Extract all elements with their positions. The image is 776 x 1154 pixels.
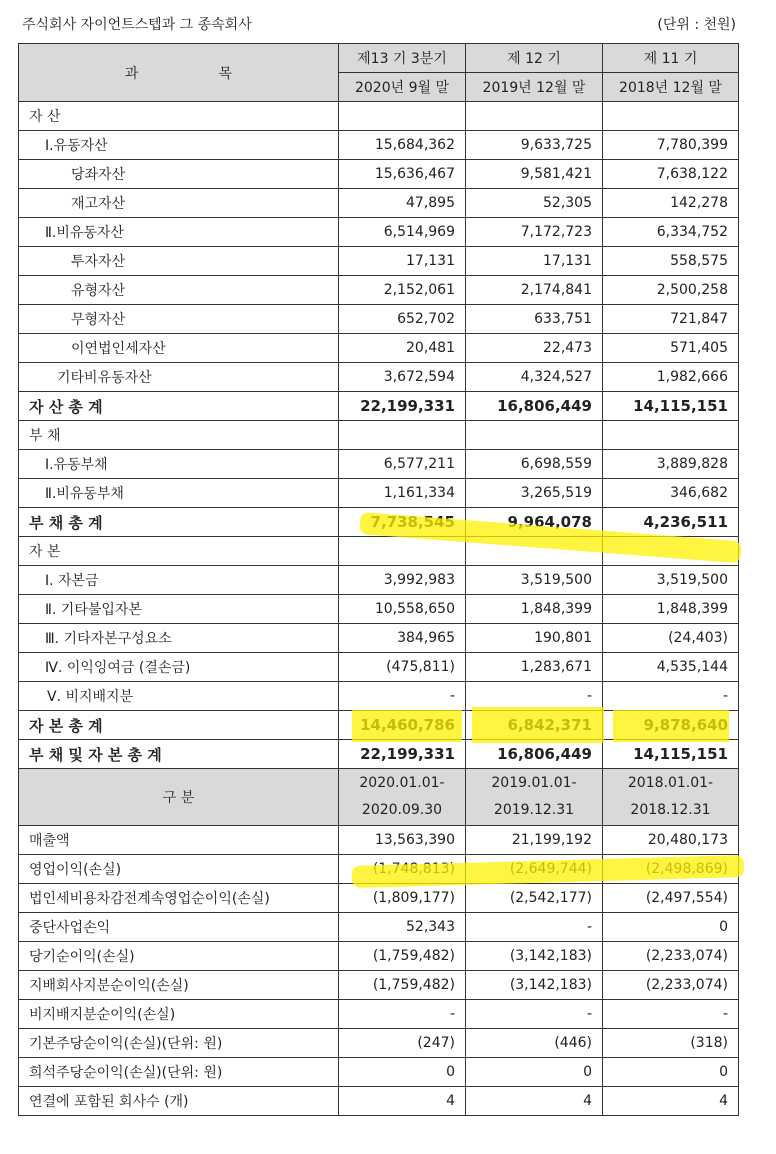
value-cell: 3,992,983 xyxy=(339,566,466,595)
row-label: Ⅳ. 이익잉여금 (결손금) xyxy=(19,653,339,682)
income-period-cell xyxy=(603,769,739,826)
income-period-cell xyxy=(339,769,466,826)
table-row xyxy=(19,942,739,971)
value-cell: 6,514,969 xyxy=(339,218,466,247)
value-cell xyxy=(339,537,466,566)
income-header-row xyxy=(19,769,739,826)
period-end: 2020.09.30 xyxy=(361,802,443,818)
row-label: Ⅱ. 기타불입자본 xyxy=(19,595,339,624)
row-label: 연결에 포함된 회사수 (개) xyxy=(19,1087,339,1116)
table-row xyxy=(19,1087,739,1116)
row-label: Ⅱ.비유동자산 xyxy=(19,218,339,247)
value-cell: 7,638,122 xyxy=(603,160,739,189)
value-cell: 1,161,334 xyxy=(339,479,466,508)
value-cell: 6,334,752 xyxy=(603,218,739,247)
value-cell: - xyxy=(339,682,466,711)
row-label: 중단사업손익 xyxy=(19,913,339,942)
income-subject-header: 구 분 xyxy=(19,769,339,826)
value-cell: 4,535,144 xyxy=(603,653,739,682)
income-period-cell xyxy=(466,769,603,826)
value-cell: 20,480,173 xyxy=(603,826,739,855)
value-cell: 1,848,399 xyxy=(603,595,739,624)
value-cell: 6,577,211 xyxy=(339,450,466,479)
table-row xyxy=(19,450,739,479)
value-cell xyxy=(466,102,603,131)
table-row xyxy=(19,971,739,1000)
row-label: 무형자산 xyxy=(19,305,339,334)
value-cell: 1,283,671 xyxy=(466,653,603,682)
table-row xyxy=(19,1058,739,1087)
value-cell: 13,563,390 xyxy=(339,826,466,855)
row-label: Ⅲ. 기타자본구성요소 xyxy=(19,624,339,653)
unit-label: (단위 : 천원) xyxy=(657,17,736,33)
value-cell: 4,236,511 xyxy=(603,508,739,537)
row-label: 당기순이익(손실) xyxy=(19,942,339,971)
row-label: 자 본 총 계 xyxy=(19,711,339,740)
value-cell: (1,809,177) xyxy=(339,884,466,913)
value-cell: 22,199,331 xyxy=(339,392,466,421)
company-title: 주식회사 자이언트스텝과 그 종속회사 xyxy=(22,17,252,33)
value-cell: (3,142,183) xyxy=(466,971,603,1000)
value-cell: (3,142,183) xyxy=(466,942,603,971)
value-cell: 558,575 xyxy=(603,247,739,276)
row-label: 법인세비용차감전계속영업순이익(손실) xyxy=(19,884,339,913)
period-start: 2018.01.01- xyxy=(627,775,714,791)
value-cell: 3,265,519 xyxy=(466,479,603,508)
row-label: 자 본 xyxy=(19,537,339,566)
value-cell xyxy=(603,102,739,131)
value-cell: 20,481 xyxy=(339,334,466,363)
value-cell: 14,115,151 xyxy=(603,392,739,421)
table-row xyxy=(19,624,739,653)
row-label: Ⅱ.비유동부채 xyxy=(19,479,339,508)
row-label: 비지배지분순이익(손실) xyxy=(19,1000,339,1029)
row-label: Ⅴ. 비지배지분 xyxy=(19,682,339,711)
value-cell: 14,115,151 xyxy=(603,740,739,769)
highlight-equity-total-3 xyxy=(613,710,729,742)
period-start: 2020.01.01- xyxy=(359,775,445,791)
row-label: 기본주당순이익(손실)(단위: 원) xyxy=(19,1029,339,1058)
value-cell xyxy=(339,102,466,131)
table-row xyxy=(19,131,739,160)
value-cell: 1,848,399 xyxy=(466,595,603,624)
value-cell: 384,965 xyxy=(339,624,466,653)
value-cell: 52,343 xyxy=(339,913,466,942)
value-cell: 3,519,500 xyxy=(466,566,603,595)
value-cell: 17,131 xyxy=(339,247,466,276)
value-cell: 0 xyxy=(603,913,739,942)
table-row xyxy=(19,334,739,363)
period-start: 2019.01.01- xyxy=(491,775,577,791)
value-cell: 721,847 xyxy=(603,305,739,334)
table-row xyxy=(19,595,739,624)
value-cell: 22,473 xyxy=(466,334,603,363)
value-cell: 2,500,258 xyxy=(603,276,739,305)
period-end: 2019.12.31 xyxy=(493,802,575,818)
row-label: 유형자산 xyxy=(19,276,339,305)
period-header: 제 11 기 xyxy=(603,44,739,73)
subject-header: 과 목 xyxy=(19,44,339,102)
table-row xyxy=(19,826,739,855)
row-label: 영업이익(손실) xyxy=(19,855,339,884)
value-cell: 0 xyxy=(339,1058,466,1087)
table-row xyxy=(19,421,739,450)
table-row xyxy=(19,247,739,276)
table-row xyxy=(19,884,739,913)
value-cell: 2,152,061 xyxy=(339,276,466,305)
value-cell: 16,806,449 xyxy=(466,740,603,769)
value-cell: 346,682 xyxy=(603,479,739,508)
table-row xyxy=(19,913,739,942)
value-cell: - xyxy=(339,1000,466,1029)
value-cell: (2,542,177) xyxy=(466,884,603,913)
highlight-equity-total-2 xyxy=(472,707,604,743)
table-row xyxy=(19,566,739,595)
value-cell: 4 xyxy=(339,1087,466,1116)
table-row xyxy=(19,218,739,247)
table-row xyxy=(19,102,739,131)
value-cell: 16,806,449 xyxy=(466,392,603,421)
date-header: 2020년 9월 말 xyxy=(339,73,466,102)
row-label: 부 채 xyxy=(19,421,339,450)
table-row xyxy=(19,740,739,769)
table-row xyxy=(19,363,739,392)
value-cell: 571,405 xyxy=(603,334,739,363)
value-cell: 652,702 xyxy=(339,305,466,334)
value-cell: 2,174,841 xyxy=(466,276,603,305)
period-header: 제13 기 3분기 xyxy=(339,44,466,73)
row-label: Ⅰ. 자본금 xyxy=(19,566,339,595)
table-row xyxy=(19,682,739,711)
row-label: 투자자산 xyxy=(19,247,339,276)
table-row xyxy=(19,653,739,682)
row-label: 지배회사지분순이익(손실) xyxy=(19,971,339,1000)
value-cell: 633,751 xyxy=(466,305,603,334)
period-header: 제 12 기 xyxy=(466,44,603,73)
row-label: 기타비유동자산 xyxy=(19,363,339,392)
value-cell: - xyxy=(466,1000,603,1029)
row-label: 부 채 총 계 xyxy=(19,508,339,537)
value-cell: (247) xyxy=(339,1029,466,1058)
value-cell: 47,895 xyxy=(339,189,466,218)
row-label: 부 채 및 자 본 총 계 xyxy=(19,740,339,769)
value-cell: 17,131 xyxy=(466,247,603,276)
value-cell: - xyxy=(603,682,739,711)
row-label: Ⅰ.유동부채 xyxy=(19,450,339,479)
value-cell: 4 xyxy=(603,1087,739,1116)
table-row xyxy=(19,160,739,189)
value-cell: (1,759,482) xyxy=(339,942,466,971)
row-label: 재고자산 xyxy=(19,189,339,218)
table-row xyxy=(19,392,739,421)
table-row xyxy=(19,276,739,305)
row-label: Ⅰ.유동자산 xyxy=(19,131,339,160)
value-cell xyxy=(603,421,739,450)
value-cell: 9,581,421 xyxy=(466,160,603,189)
table-row xyxy=(19,189,739,218)
table-row xyxy=(19,1029,739,1058)
value-cell: (2,233,074) xyxy=(603,942,739,971)
row-label: 자 산 총 계 xyxy=(19,392,339,421)
value-cell: (446) xyxy=(466,1029,603,1058)
value-cell: 15,636,467 xyxy=(339,160,466,189)
value-cell: 4,324,527 xyxy=(466,363,603,392)
value-cell: 52,305 xyxy=(466,189,603,218)
row-label: 희석주당순이익(손실)(단위: 원) xyxy=(19,1058,339,1087)
value-cell: 7,172,723 xyxy=(466,218,603,247)
row-label: 자 산 xyxy=(19,102,339,131)
value-cell: 7,780,399 xyxy=(603,131,739,160)
value-cell: (24,403) xyxy=(603,624,739,653)
value-cell: 3,519,500 xyxy=(603,566,739,595)
value-cell: 21,199,192 xyxy=(466,826,603,855)
value-cell: 9,633,725 xyxy=(466,131,603,160)
value-cell: 9,964,078 xyxy=(466,508,603,537)
value-cell: 10,558,650 xyxy=(339,595,466,624)
date-header: 2019년 12월 말 xyxy=(466,73,603,102)
table-row xyxy=(19,305,739,334)
value-cell: 1,982,666 xyxy=(603,363,739,392)
value-cell xyxy=(339,421,466,450)
value-cell: - xyxy=(466,682,603,711)
date-header: 2018년 12월 말 xyxy=(603,73,739,102)
period-end: 2018.12.31 xyxy=(630,802,711,818)
value-cell: 6,698,559 xyxy=(466,450,603,479)
value-cell: (475,811) xyxy=(339,653,466,682)
value-cell: (2,233,074) xyxy=(603,971,739,1000)
value-cell: - xyxy=(603,1000,739,1029)
value-cell: 15,684,362 xyxy=(339,131,466,160)
value-cell: 3,672,594 xyxy=(339,363,466,392)
value-cell: 3,889,828 xyxy=(603,450,739,479)
value-cell: 142,278 xyxy=(603,189,739,218)
value-cell: 4 xyxy=(466,1087,603,1116)
financial-table xyxy=(18,43,739,1116)
row-label: 이연법인세자산 xyxy=(19,334,339,363)
value-cell: 190,801 xyxy=(466,624,603,653)
value-cell: (1,759,482) xyxy=(339,971,466,1000)
value-cell: - xyxy=(466,913,603,942)
value-cell: (2,497,554) xyxy=(603,884,739,913)
value-cell: 0 xyxy=(466,1058,603,1087)
table-row xyxy=(19,1000,739,1029)
row-label: 당좌자산 xyxy=(19,160,339,189)
value-cell: 22,199,331 xyxy=(339,740,466,769)
row-label: 매출액 xyxy=(19,826,339,855)
table-row xyxy=(19,479,739,508)
value-cell: 0 xyxy=(603,1058,739,1087)
value-cell xyxy=(466,421,603,450)
value-cell: (318) xyxy=(603,1029,739,1058)
highlight-equity-total-1 xyxy=(352,710,462,742)
header-row-periods xyxy=(19,44,739,73)
